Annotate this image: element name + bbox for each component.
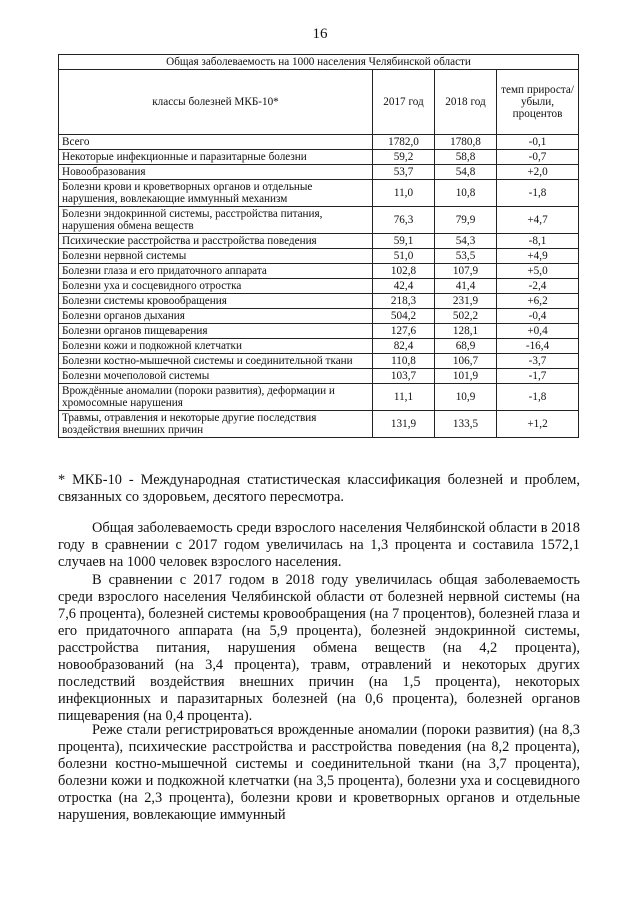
row-name: Болезни кожи и подкожной клетчатки: [59, 339, 373, 354]
table-caption: Общая заболеваемость на 1000 населения Челябинской области: [59, 55, 579, 70]
table-caption-row: [59, 55, 579, 70]
row-value-2018: 133,5: [435, 411, 497, 438]
morbidity-table: [58, 54, 579, 438]
header-2017: 2017 год: [373, 70, 435, 135]
row-value-2017: 127,6: [373, 324, 435, 339]
row-name: Болезни системы кровообращения: [59, 294, 373, 309]
row-change: +5,0: [497, 264, 579, 279]
row-value-2017: 51,0: [373, 249, 435, 264]
row-value-2018: 231,9: [435, 294, 497, 309]
header-2018: 2018 год: [435, 70, 497, 135]
row-name: Некоторые инфекционные и паразитарные болезни: [59, 150, 373, 165]
row-value-2018: 79,9: [435, 207, 497, 234]
row-value-2018: 1780,8: [435, 135, 497, 150]
row-value-2018: 53,5: [435, 249, 497, 264]
table-row: [59, 384, 579, 411]
row-value-2018: 107,9: [435, 264, 497, 279]
row-name: Болезни органов дыхания: [59, 309, 373, 324]
table-row: [59, 150, 579, 165]
row-change: -1,8: [497, 384, 579, 411]
page-number: 16: [312, 26, 328, 42]
table-row: [59, 339, 579, 354]
row-name: Травмы, отравления и некоторые другие последствия воздействия внешних причин: [59, 411, 373, 438]
row-change: -8,1: [497, 234, 579, 249]
row-name: Болезни эндокринной системы, расстройства питания, нарушения обмена веществ: [59, 207, 373, 234]
table-row: [59, 207, 579, 234]
row-value-2018: 54,8: [435, 165, 497, 180]
row-name: Болезни глаза и его придаточного аппарата: [59, 264, 373, 279]
row-name: Болезни мочеполовой системы: [59, 369, 373, 384]
row-name: Болезни уха и сосцевидного отростка: [59, 279, 373, 294]
row-value-2017: 82,4: [373, 339, 435, 354]
row-change: +0,4: [497, 324, 579, 339]
table-row: [59, 165, 579, 180]
row-name: Новообразования: [59, 165, 373, 180]
row-name: Врождённые аномалии (пороки развития), деформации и хромосомные нарушения: [59, 384, 373, 411]
footnote: * МКБ-10 - Международная статистическая классификация болезней и проблем, связанных со здоровьем, десятого пересмотра.: [58, 472, 580, 505]
row-value-2017: 11,1: [373, 384, 435, 411]
table-row: [59, 369, 579, 384]
table-header-row: [59, 70, 579, 135]
row-change: +2,0: [497, 165, 579, 180]
row-change: -0,4: [497, 309, 579, 324]
row-value-2018: 41,4: [435, 279, 497, 294]
row-change: -0,7: [497, 150, 579, 165]
row-change: -1,8: [497, 180, 579, 207]
row-name: Болезни нервной системы: [59, 249, 373, 264]
row-value-2017: 11,0: [373, 180, 435, 207]
row-value-2017: 53,7: [373, 165, 435, 180]
header-disease-class: классы болезней МКБ-10*: [59, 70, 373, 135]
row-value-2017: 131,9: [373, 411, 435, 438]
table-row: [59, 234, 579, 249]
row-value-2017: 102,8: [373, 264, 435, 279]
row-value-2018: 106,7: [435, 354, 497, 369]
row-value-2018: 58,8: [435, 150, 497, 165]
row-value-2018: 10,9: [435, 384, 497, 411]
table-body: [59, 135, 579, 438]
row-value-2017: 59,2: [373, 150, 435, 165]
row-value-2017: 76,3: [373, 207, 435, 234]
row-change: +1,2: [497, 411, 579, 438]
row-value-2017: 1782,0: [373, 135, 435, 150]
table-row: [59, 180, 579, 207]
table-row: [59, 309, 579, 324]
row-change: +4,7: [497, 207, 579, 234]
row-name: Болезни костно-мышечной системы и соединительной ткани: [59, 354, 373, 369]
row-name: Всего: [59, 135, 373, 150]
table-row: [59, 354, 579, 369]
row-name: Болезни крови и кроветворных органов и отдельные нарушения, вовлекающие иммунный механизм: [59, 180, 373, 207]
table-row: [59, 249, 579, 264]
header-change: темп прироста/ убыли, процентов: [497, 70, 579, 135]
table-row: [59, 411, 579, 438]
row-name: Психические расстройства и расстройства поведения: [59, 234, 373, 249]
row-value-2018: 68,9: [435, 339, 497, 354]
paragraph: Реже стали регистрироваться врожденные аномалии (пороки развития) (на 8,3 процента), психические расстройства и расстройства поведения (на 8,2 процента), болезни костно-мышечной системы и соединительной ткани (на 3,7 процента), болезни кожи и подкожной клетчатки (на 3,5 процента), болезни уха и сосцевидного отростка (на 2,3 процента), болезни крови и кроветворных органов и отдельные нарушения, вовлекающие иммунный: [58, 722, 580, 823]
table-row: [59, 264, 579, 279]
row-value-2017: 59,1: [373, 234, 435, 249]
row-value-2017: 218,3: [373, 294, 435, 309]
table-row: [59, 324, 579, 339]
table-row: [59, 294, 579, 309]
table-row: [59, 135, 579, 150]
row-value-2017: 103,7: [373, 369, 435, 384]
row-value-2018: 101,9: [435, 369, 497, 384]
row-value-2017: 42,4: [373, 279, 435, 294]
row-value-2018: 502,2: [435, 309, 497, 324]
row-value-2017: 504,2: [373, 309, 435, 324]
paragraph: В сравнении с 2017 годом в 2018 году увеличилась общая заболеваемость среди взрослого населения Челябинской области от болезней нервной системы (на 7,6 процента), болезней системы кровообращения (на 7 процентов), болезней глаза и его придаточного аппарата (на 5,9 процента), болезней эндокринной системы, расстройства питания, нарушения обмена веществ (на 4,2 процента), новообразований (на 3,4 процента), травм, отравлений и некоторых других последствий воздействия внешних причин (на 1,5 процента), некоторых инфекционных и паразитарных болезней (на 0,6 процента), болезней органов пищеварения (на 0,4 процента).: [58, 572, 580, 724]
row-value-2018: 10,8: [435, 180, 497, 207]
row-change: -3,7: [497, 354, 579, 369]
row-value-2017: 110,8: [373, 354, 435, 369]
row-change: -16,4: [497, 339, 579, 354]
row-name: Болезни органов пищеварения: [59, 324, 373, 339]
row-change: -2,4: [497, 279, 579, 294]
row-change: +6,2: [497, 294, 579, 309]
row-value-2018: 128,1: [435, 324, 497, 339]
row-change: +4,9: [497, 249, 579, 264]
table-row: [59, 279, 579, 294]
row-value-2018: 54,3: [435, 234, 497, 249]
row-change: -0,1: [497, 135, 579, 150]
row-change: -1,7: [497, 369, 579, 384]
paragraph: Общая заболеваемость среди взрослого населения Челябинской области в 2018 году в сравнении с 2017 годом увеличилась на 1,3 процента и составила 1572,1 случаев на 1000 человек взрослого населения.: [58, 520, 580, 570]
